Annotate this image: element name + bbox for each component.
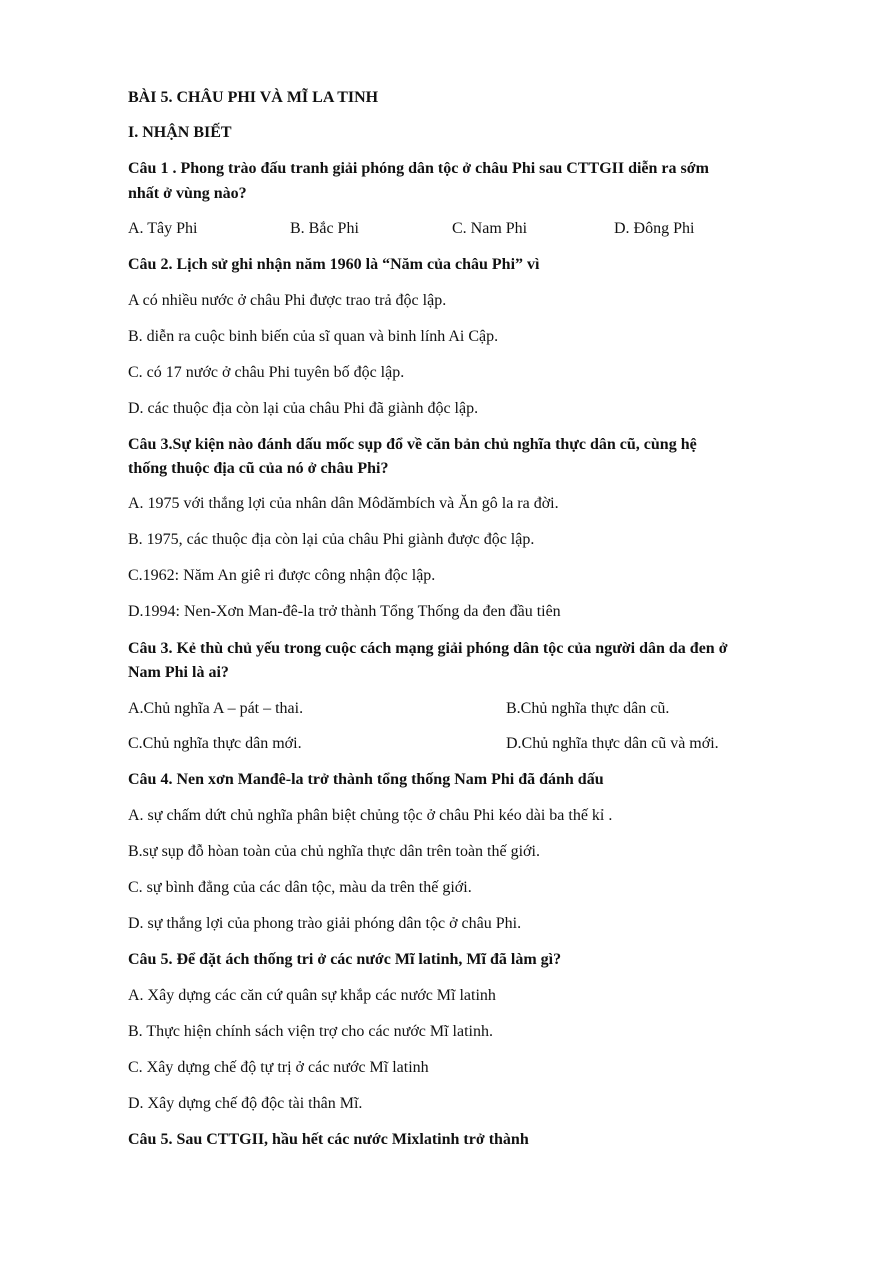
q3a-text-line2: thống thuộc địa cũ của nó ở châu Phi? [128,460,389,477]
q5a-option-b: B. Thực hiện chính sách viện trợ cho các nước Mĩ latinh. [128,1023,493,1040]
q3a-option-d: D.1994: Nen-Xơn Man-đê-la trở thành Tổng Thống da đen đầu tiên [128,603,561,620]
q4-option-d: D. sự thắng lợi của phong trào giải phóng dân tộc ở châu Phi. [128,915,522,932]
q1-text-line1: Câu 1 . Phong trào đấu tranh giải phóng dân tộc ở châu Phi sau CTTGII diễn ra sớm [128,160,709,177]
q4-option-a: A. sự chấm dứt chủ nghĩa phân biệt chủng tộc ở châu Phi kéo dài ba thế kỉ . [128,807,613,824]
q5a-option-d: D. Xây dựng chế độ độc tài thân Mĩ. [128,1095,363,1112]
q5a-text: Câu 5. Để đặt ách thống tri ở các nước Mĩ latinh, Mĩ đã làm gì? [128,951,562,968]
q4-option-c: C. sự bình đẳng của các dân tộc, màu da trên thế giới. [128,879,472,896]
q1-option-a: A. Tây Phi [128,220,198,237]
q1-text-line2: nhất ở vùng nào? [128,185,247,202]
q3b-option-d: D.Chủ nghĩa thực dân cũ và mới. [506,735,719,752]
q2-option-a: A có nhiều nước ở châu Phi được trao trả độc lập. [128,292,447,309]
q3a-text-line1: Câu 3.Sự kiện nào đánh dấu mốc sụp đổ về căn bản chủ nghĩa thực dân cũ, cùng hệ [128,436,697,453]
q3b-text-line2: Nam Phi là ai? [128,664,229,681]
section-heading: I. NHẬN BIẾT [128,124,232,141]
q3b-option-a: A.Chủ nghĩa A – pát – thai. [128,700,304,717]
q3a-option-a: A. 1975 với thắng lợi của nhân dân Môdămbích và Ăn gô la ra đời. [128,495,559,512]
q3b-option-b: B.Chủ nghĩa thực dân cũ. [506,700,670,717]
q5a-option-a: A. Xây dựng các căn cứ quân sự khắp các nước Mĩ latinh [128,987,496,1004]
q5b-text: Câu 5. Sau CTTGII, hầu hết các nước Mixlatinh trở thành [128,1131,529,1148]
doc-title: BÀI 5. CHÂU PHI VÀ MĨ LA TINH [128,89,379,106]
q2-option-d: D. các thuộc địa còn lại của châu Phi đã giành độc lập. [128,400,479,417]
q3a-option-b: B. 1975, các thuộc địa còn lại của châu Phi giành được độc lập. [128,531,535,548]
q4-text: Câu 4. Nen xơn Manđê-la trở thành tổng thống Nam Phi đã đánh dấu [128,771,604,788]
q2-option-b: B. diễn ra cuộc binh biến của sĩ quan và binh lính Ai Cập. [128,328,499,345]
q4-option-b: B.sự sụp đỗ hòan toàn của chủ nghĩa thực dân trên toàn thế giới. [128,843,540,860]
q3b-option-c: C.Chủ nghĩa thực dân mới. [128,735,302,752]
q3b-text-line1: Câu 3. Kẻ thù chủ yếu trong cuộc cách mạng giải phóng dân tộc của người dân da đen ở [128,640,728,657]
q2-text: Câu 2. Lịch sử ghi nhận năm 1960 là “Năm của châu Phi” vì [128,256,540,273]
q1-option-b: B. Bắc Phi [290,220,359,237]
q1-option-c: C. Nam Phi [452,220,528,237]
q2-option-c: C. có 17 nước ở châu Phi tuyên bố độc lập. [128,364,405,381]
q1-option-d: D. Đông Phi [614,220,695,237]
q5a-option-c: C. Xây dựng chế độ tự trị ở các nước Mĩ latinh [128,1059,429,1076]
q3a-option-c: C.1962: Năm An giê ri được công nhận độc lập. [128,567,436,584]
